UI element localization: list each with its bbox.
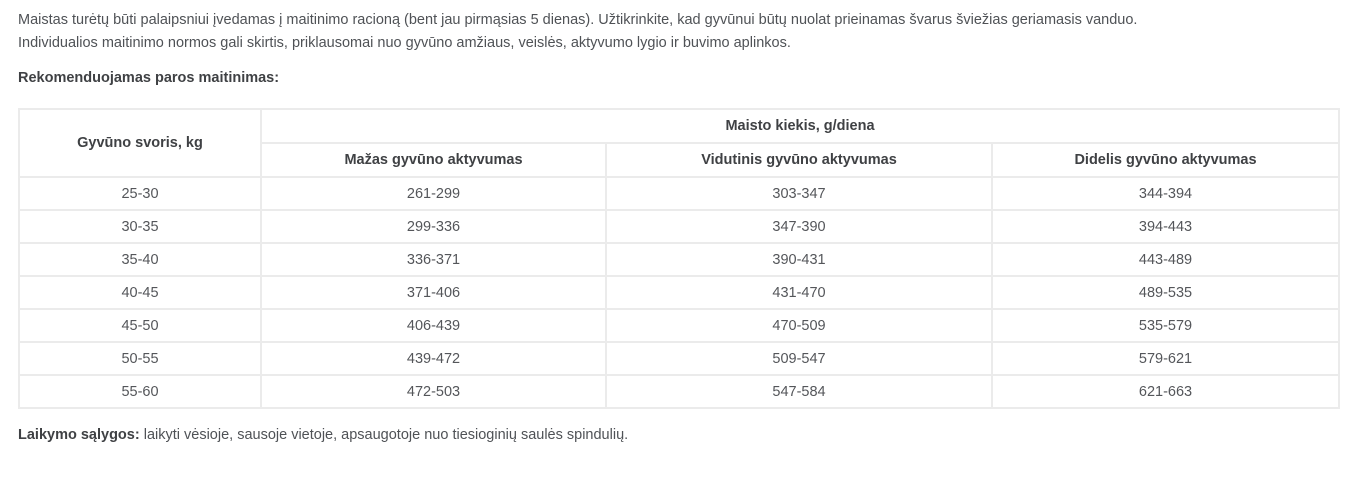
medium-activity-cell: 431-470 bbox=[606, 276, 992, 309]
weight-cell: 55-60 bbox=[19, 375, 261, 408]
activity-header-high: Didelis gyvūno aktyvumas bbox=[992, 143, 1339, 177]
high-activity-cell: 579-621 bbox=[992, 342, 1339, 375]
low-activity-cell: 371-406 bbox=[261, 276, 606, 309]
low-activity-cell: 299-336 bbox=[261, 210, 606, 243]
weight-cell: 35-40 bbox=[19, 243, 261, 276]
storage-conditions-text: laikyti vėsioje, sausoje vietoje, apsaugotoje nuo tiesioginių saulės spindulių. bbox=[143, 427, 629, 443]
low-activity-cell: 439-472 bbox=[261, 342, 606, 375]
low-activity-cell: 261-299 bbox=[261, 177, 606, 210]
storage-conditions bbox=[18, 425, 1338, 445]
high-activity-cell: 344-394 bbox=[992, 177, 1339, 210]
storage-conditions-label: Laikymo sąlygos: bbox=[18, 427, 140, 443]
activity-header-low: Mažas gyvūno aktyvumas bbox=[261, 143, 606, 177]
intro-paragraph-2: Individualios maitinimo normos gali skirtis, priklausomai nuo gyvūno amžiaus, veislės, aktyvumo lygio ir buvimo aplinkos. bbox=[18, 35, 791, 51]
medium-activity-cell: 509-547 bbox=[606, 342, 992, 375]
table-row bbox=[19, 375, 1339, 408]
weight-cell: 45-50 bbox=[19, 309, 261, 342]
table-row bbox=[19, 177, 1339, 210]
intro-paragraph-1: Maistas turėtų būti palaipsniui įvedamas į maitinimo racioną (bent jau pirmąsias 5 dienas). Užtikrinkite, kad gyvūnui būtų nuolat prieinamas švarus šviežias geriamasis vanduo. bbox=[18, 12, 1138, 28]
header-row-top bbox=[19, 109, 1339, 143]
low-activity-cell: 406-439 bbox=[261, 309, 606, 342]
high-activity-cell: 489-535 bbox=[992, 276, 1339, 309]
section-heading: Rekomenduojamas paros maitinimas: bbox=[18, 70, 280, 86]
high-activity-cell: 443-489 bbox=[992, 243, 1339, 276]
weight-cell: 25-30 bbox=[19, 177, 261, 210]
feeding-table-body bbox=[19, 177, 1339, 408]
high-activity-cell: 394-443 bbox=[992, 210, 1339, 243]
low-activity-cell: 336-371 bbox=[261, 243, 606, 276]
table-row bbox=[19, 309, 1339, 342]
high-activity-cell: 535-579 bbox=[992, 309, 1339, 342]
weight-cell: 40-45 bbox=[19, 276, 261, 309]
table-row bbox=[19, 342, 1339, 375]
weight-cell: 50-55 bbox=[19, 342, 261, 375]
feeding-table-header bbox=[19, 109, 1339, 177]
weight-header-cell: Gyvūno svoris, kg bbox=[19, 109, 261, 177]
amount-header-cell: Maisto kiekis, g/diena bbox=[261, 109, 1339, 143]
medium-activity-cell: 547-584 bbox=[606, 375, 992, 408]
high-activity-cell: 621-663 bbox=[992, 375, 1339, 408]
medium-activity-cell: 390-431 bbox=[606, 243, 992, 276]
table-row bbox=[19, 243, 1339, 276]
table-row bbox=[19, 276, 1339, 309]
feeding-table bbox=[18, 108, 1340, 409]
medium-activity-cell: 303-347 bbox=[606, 177, 992, 210]
low-activity-cell: 472-503 bbox=[261, 375, 606, 408]
medium-activity-cell: 470-509 bbox=[606, 309, 992, 342]
weight-cell: 30-35 bbox=[19, 210, 261, 243]
medium-activity-cell: 347-390 bbox=[606, 210, 992, 243]
activity-header-medium: Vidutinis gyvūno aktyvumas bbox=[606, 143, 992, 177]
table-row bbox=[19, 210, 1339, 243]
intro-text-block bbox=[18, 9, 1338, 55]
